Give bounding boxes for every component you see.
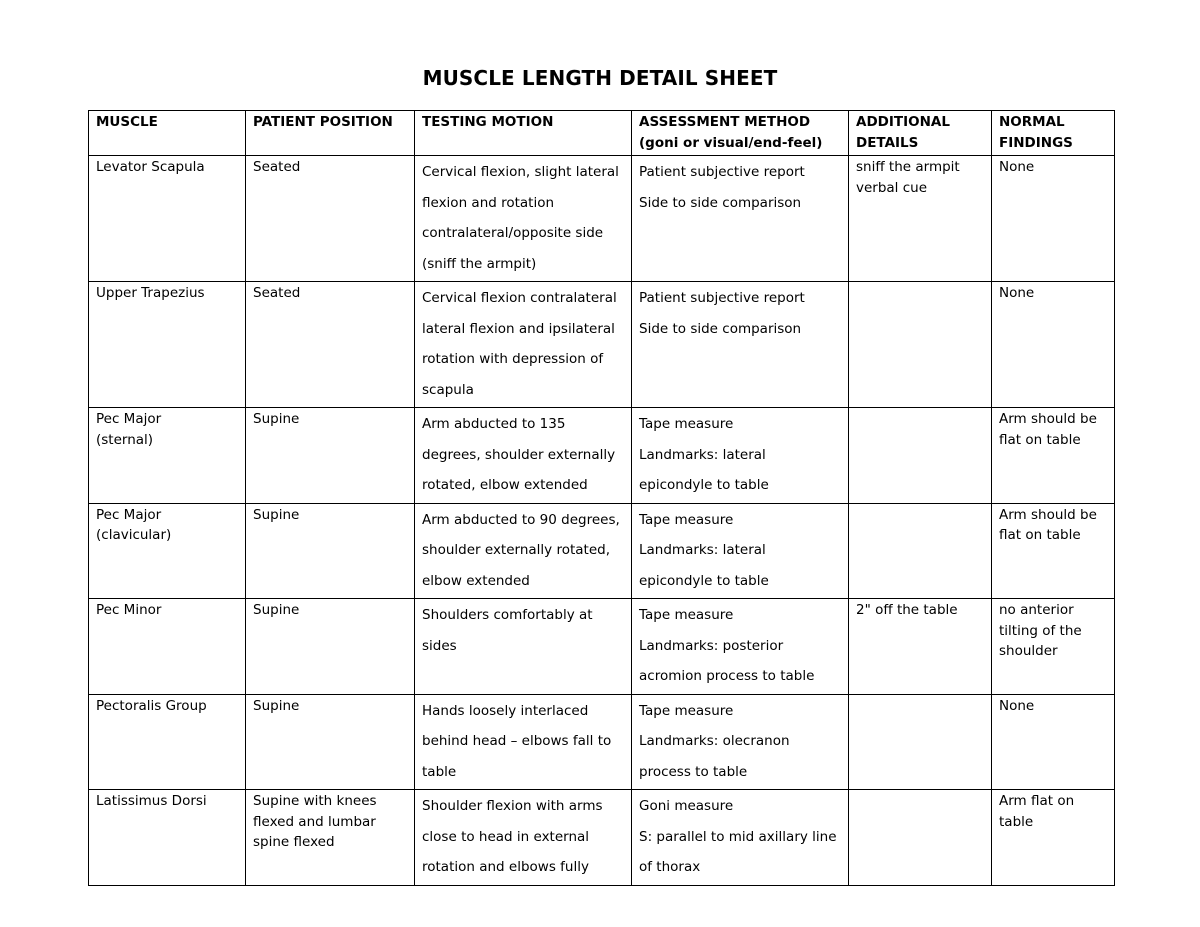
cell-text: None: [999, 159, 1035, 175]
cell-text: Arm should be: [999, 411, 1097, 427]
cell-text: verbal cue: [856, 179, 928, 196]
cell-text: Levator Scapula: [96, 159, 205, 175]
header-text: ASSESSMENT METHOD: [639, 114, 811, 130]
cell-patient-position: [246, 790, 415, 886]
cell-testing-motion: [415, 503, 632, 599]
cell-text: Pectoralis Group: [96, 697, 207, 714]
cell-text: Pec Major: [96, 506, 162, 523]
table-row: [89, 156, 1115, 282]
cell-text: Supine: [253, 602, 300, 618]
cell-text: flat on table: [999, 527, 1081, 543]
cell-text: tilting of the: [999, 622, 1082, 639]
cell-text: Patient subjective report: [639, 164, 805, 180]
table-row: [89, 282, 1115, 408]
cell-text: of thorax: [639, 859, 701, 875]
cell-muscle: [89, 282, 246, 408]
cell-text: behind head – elbows fall to: [422, 733, 612, 749]
table-row: [89, 694, 1115, 790]
cell-patient-position: [246, 156, 415, 282]
cell-text: flexed and lumbar: [253, 813, 376, 830]
cell-additional-details: [849, 694, 992, 790]
cell-normal-findings: [992, 156, 1115, 282]
cell-text: Landmarks: posterior: [639, 637, 784, 654]
table-row: [89, 790, 1115, 886]
cell-patient-position: [246, 694, 415, 790]
cell-text: Arm flat on: [999, 793, 1075, 809]
header-text: DETAILS: [856, 134, 919, 151]
cell-testing-motion: [415, 599, 632, 695]
cell-text: contralateral/opposite side: [422, 225, 604, 241]
cell-additional-details: [849, 282, 992, 408]
cell-text: degrees, shoulder externally: [422, 446, 616, 463]
header-assessment-method: [632, 111, 849, 156]
cell-normal-findings: [992, 503, 1115, 599]
cell-text: Latissimus Dorsi: [96, 793, 207, 809]
cell-text: Pec Major: [96, 411, 162, 427]
cell-text: Landmarks: olecranon: [639, 733, 790, 749]
cell-text: sniff the armpit: [856, 159, 960, 175]
cell-text: no anterior: [999, 602, 1074, 618]
cell-text: shoulder externally rotated,: [422, 542, 610, 558]
cell-text: Side to side comparison: [639, 320, 802, 337]
cell-muscle: [89, 694, 246, 790]
cell-text: lateral flexion and ipsilateral: [422, 320, 615, 337]
cell-text: Landmarks: lateral: [639, 542, 766, 558]
muscle-length-table: [88, 110, 1115, 886]
cell-text: Supine: [253, 697, 300, 714]
cell-text: Supine with knees: [253, 793, 377, 809]
cell-additional-details: [849, 599, 992, 695]
header-text: NORMAL: [999, 114, 1065, 130]
cell-text: Supine: [253, 506, 300, 523]
header-text: ADDITIONAL: [856, 114, 950, 130]
cell-text: S: parallel to mid axillary line: [639, 828, 837, 845]
cell-text: epicondyle to table: [639, 477, 769, 493]
cell-text: Goni measure: [639, 798, 734, 814]
cell-normal-findings: [992, 694, 1115, 790]
cell-assessment-method: [632, 790, 849, 886]
cell-text: process to table: [639, 763, 748, 780]
cell-text: Pec Minor: [96, 602, 162, 618]
cell-additional-details: [849, 408, 992, 504]
cell-text: Seated: [253, 159, 301, 175]
cell-text: rotation and elbows fully: [422, 859, 589, 875]
cell-text: (sternal): [96, 431, 154, 448]
cell-text: Arm should be: [999, 506, 1097, 523]
header-additional-details: [849, 111, 992, 156]
cell-assessment-method: [632, 156, 849, 282]
cell-patient-position: [246, 282, 415, 408]
cell-text: Upper Trapezius: [96, 285, 205, 301]
cell-text: Hands loosely interlaced: [422, 702, 589, 719]
cell-muscle: [89, 156, 246, 282]
cell-assessment-method: [632, 503, 849, 599]
cell-patient-position: [246, 503, 415, 599]
header-text: (goni or visual/end-feel): [639, 134, 823, 151]
cell-assessment-method: [632, 282, 849, 408]
table-row: [89, 599, 1115, 695]
header-text: PATIENT POSITION: [253, 114, 393, 130]
cell-text: Side to side comparison: [639, 194, 802, 211]
cell-normal-findings: [992, 282, 1115, 408]
cell-patient-position: [246, 599, 415, 695]
cell-text: epicondyle to table: [639, 572, 769, 589]
cell-text: flat on table: [999, 431, 1081, 448]
cell-assessment-method: [632, 599, 849, 695]
cell-text: Arm abducted to 135: [422, 416, 566, 432]
cell-normal-findings: [992, 408, 1115, 504]
cell-testing-motion: [415, 408, 632, 504]
header-patient-position: [246, 111, 415, 156]
table-body: [89, 156, 1115, 886]
cell-text: Tape measure: [639, 511, 734, 528]
cell-testing-motion: [415, 156, 632, 282]
cell-text: (sniff the armpit): [422, 255, 537, 272]
cell-text: table: [422, 763, 457, 780]
cell-text: scapula: [422, 381, 474, 398]
table-row: [89, 503, 1115, 599]
cell-assessment-method: [632, 694, 849, 790]
cell-muscle: [89, 790, 246, 886]
cell-text: spine flexed: [253, 834, 335, 850]
cell-text: None: [999, 285, 1035, 301]
cell-text: sides: [422, 637, 457, 654]
cell-muscle: [89, 503, 246, 599]
cell-text: table: [999, 813, 1034, 830]
cell-patient-position: [246, 408, 415, 504]
cell-text: Tape measure: [639, 702, 734, 719]
cell-text: Patient subjective report: [639, 290, 805, 306]
cell-text: None: [999, 697, 1035, 714]
page-title: MUSCLE LENGTH DETAIL SHEET: [422, 66, 778, 90]
cell-text: rotation with depression of: [422, 351, 604, 367]
cell-normal-findings: [992, 599, 1115, 695]
cell-additional-details: [849, 156, 992, 282]
cell-text: Cervical flexion contralateral: [422, 290, 617, 306]
cell-assessment-method: [632, 408, 849, 504]
cell-text: Seated: [253, 285, 301, 301]
header-text: FINDINGS: [999, 134, 1073, 151]
cell-text: rotated, elbow extended: [422, 477, 588, 493]
cell-text: Tape measure: [639, 607, 734, 623]
cell-text: Shoulder flexion with arms: [422, 798, 603, 814]
cell-text: close to head in external: [422, 828, 590, 845]
cell-text: elbow extended: [422, 572, 530, 589]
cell-additional-details: [849, 503, 992, 599]
header-text: MUSCLE: [96, 114, 158, 130]
header-muscle: [89, 111, 246, 156]
table-row: [89, 408, 1115, 504]
cell-text: Tape measure: [639, 416, 734, 432]
cell-normal-findings: [992, 790, 1115, 886]
cell-text: 2" off the table: [856, 602, 958, 618]
header-testing-motion: [415, 111, 632, 156]
header-text: TESTING MOTION: [422, 114, 554, 130]
cell-text: Supine: [253, 411, 300, 427]
cell-text: Shoulders comfortably at: [422, 607, 593, 623]
cell-text: Landmarks: lateral: [639, 446, 766, 463]
cell-muscle: [89, 599, 246, 695]
cell-testing-motion: [415, 790, 632, 886]
cell-text: (clavicular): [96, 527, 172, 543]
cell-text: Cervical flexion, slight lateral: [422, 164, 619, 180]
cell-text: shoulder: [999, 643, 1058, 659]
cell-text: flexion and rotation: [422, 194, 555, 211]
cell-additional-details: [849, 790, 992, 886]
cell-text: Arm abducted to 90 degrees,: [422, 511, 620, 528]
cell-muscle: [89, 408, 246, 504]
header-row: [89, 111, 1115, 156]
cell-text: acromion process to table: [639, 668, 815, 684]
cell-testing-motion: [415, 282, 632, 408]
header-normal-findings: [992, 111, 1115, 156]
cell-testing-motion: [415, 694, 632, 790]
